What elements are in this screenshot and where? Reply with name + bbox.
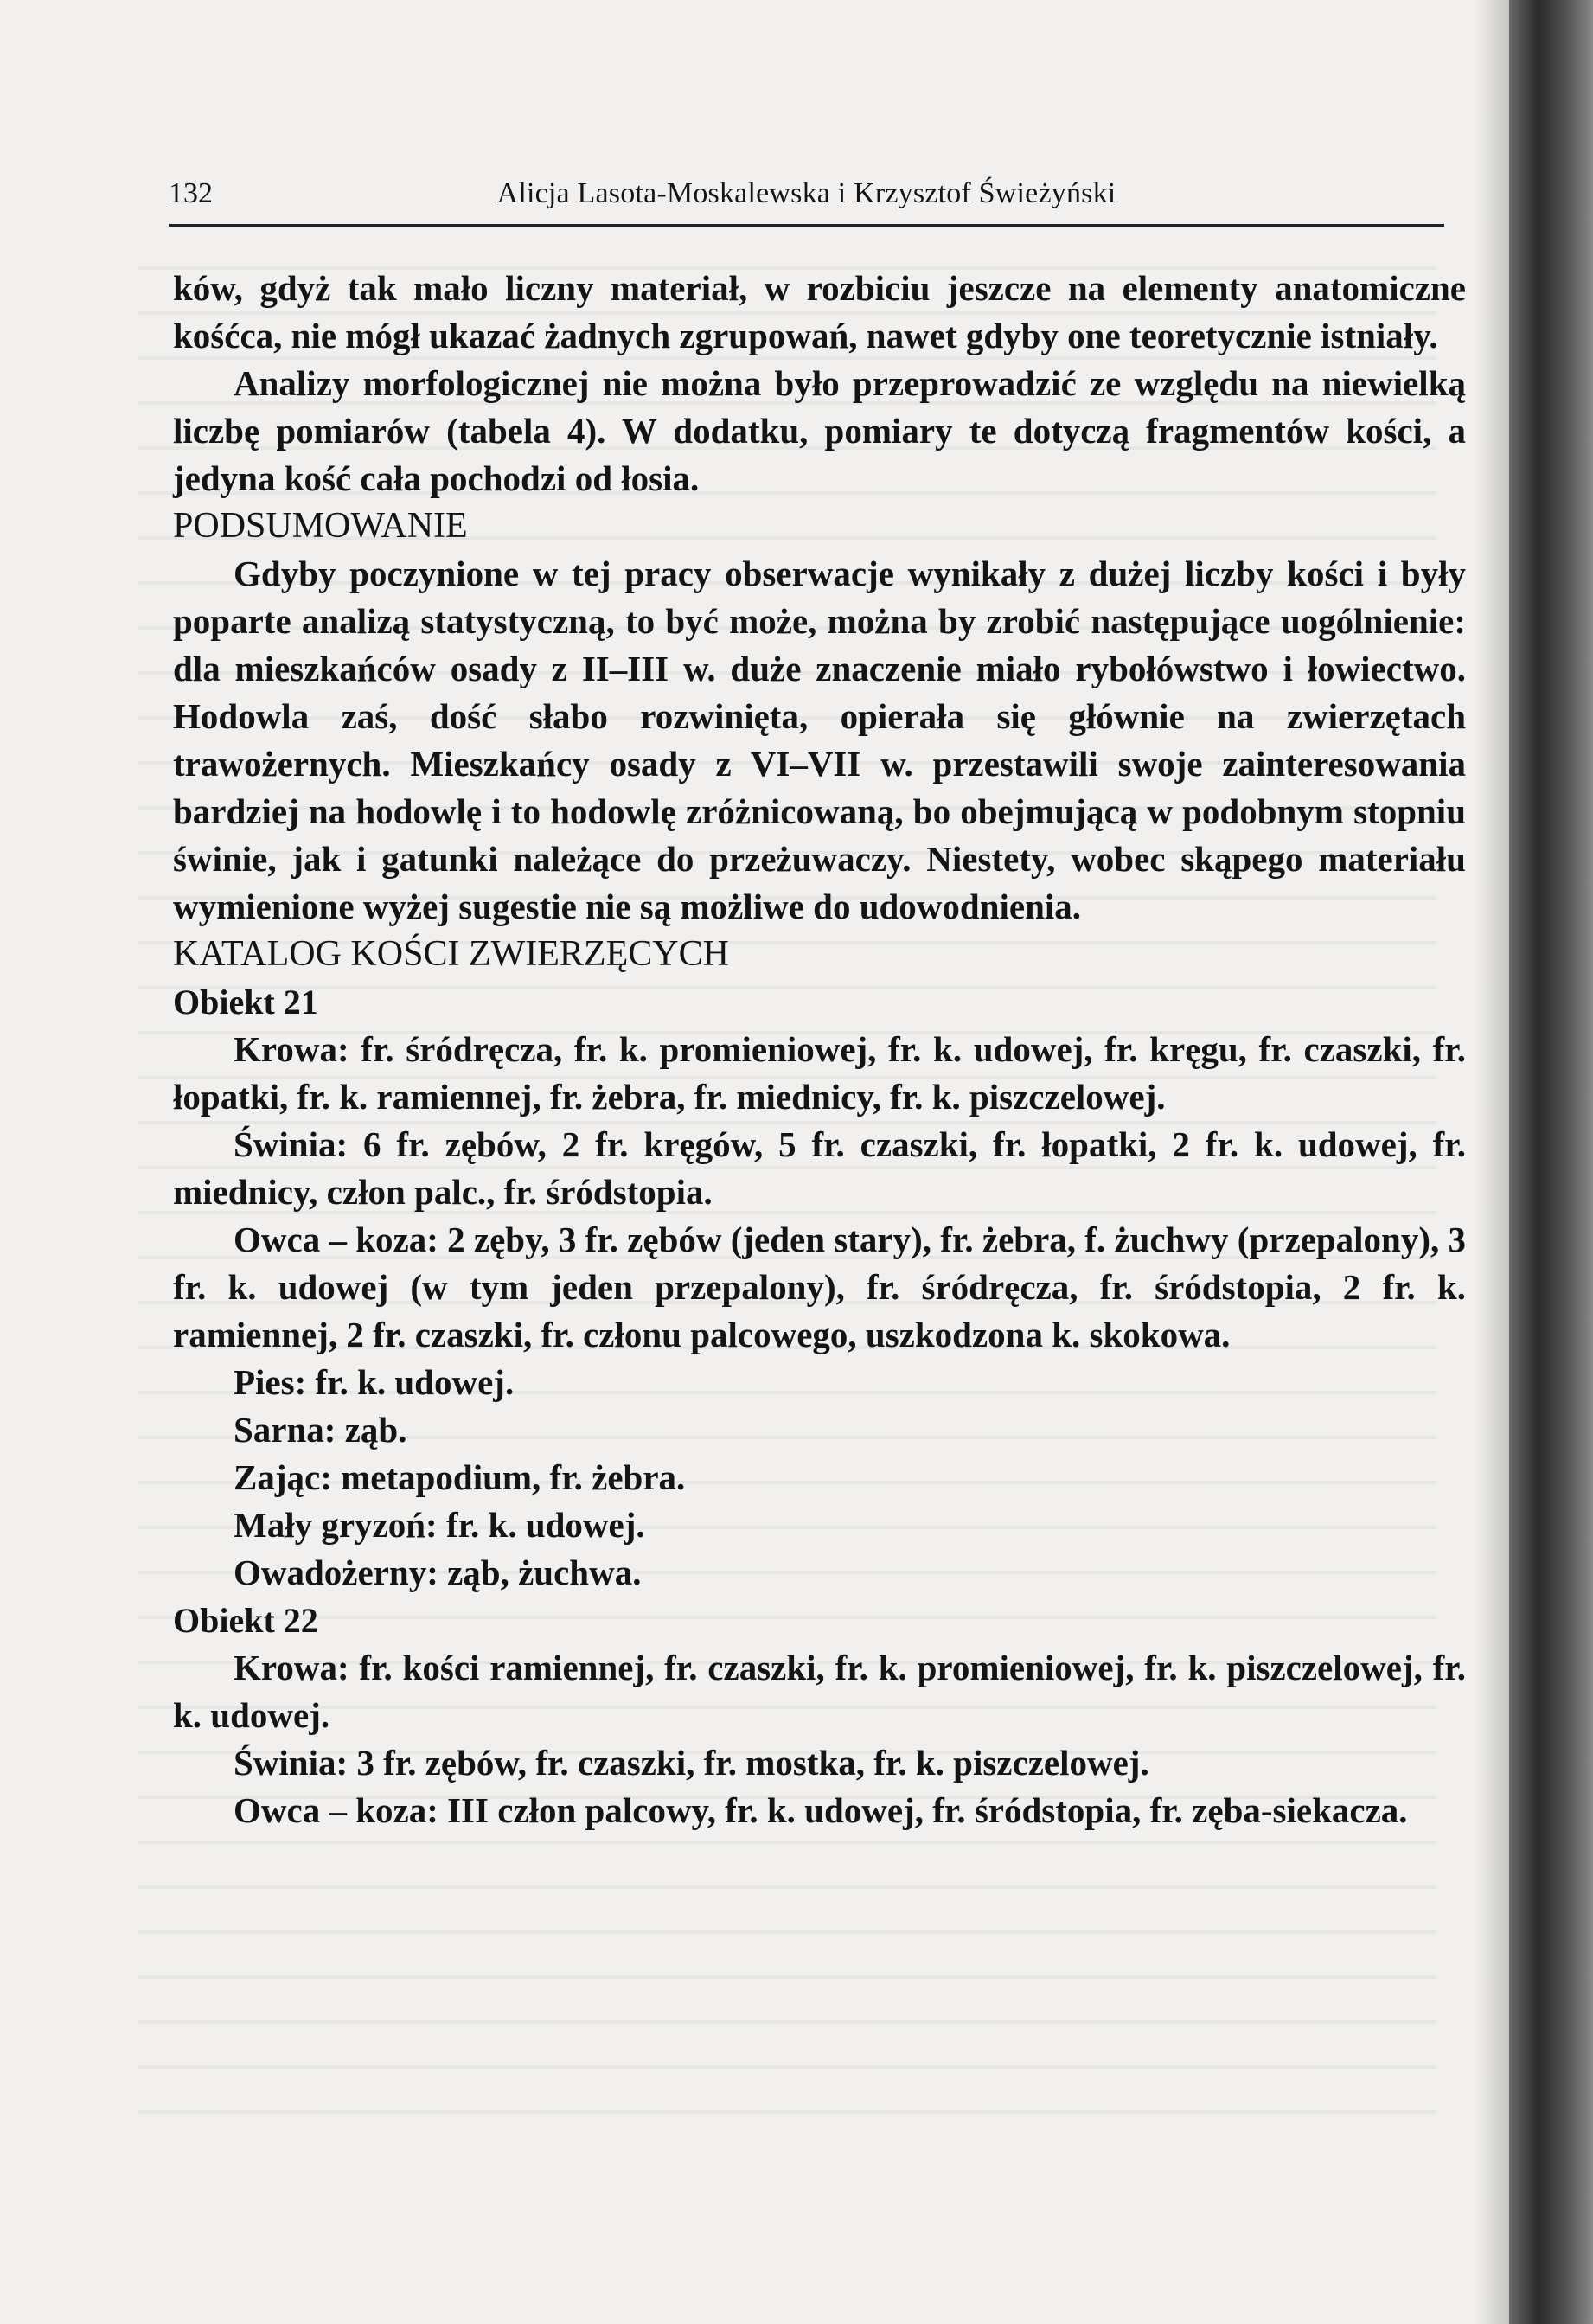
object-heading: Obiekt 21	[173, 983, 318, 1021]
paragraph-continued: ków, gdyż tak mało liczny materiał, w rozbiciu jeszcze na elementy anatomiczne kośćca, nie mógł ukazać żadnych zgrupowań, nawet gdyby one teoretycznie istniały.	[173, 268, 1466, 355]
book-spine-shadow	[1509, 0, 1593, 2324]
catalog-entry-pig: Świnia: 3 fr. zębów, fr. czaszki, fr. mostka, fr. k. piszczelowej.	[234, 1743, 1149, 1783]
paragraph-summary: Gdyby poczynione w tej pracy obserwacje wynikały z dużej liczby kości i były poparte analizą statystyczną, to być może, można by zrobić następujące uogólnienie: dla mieszkańców osady z II–III w. duże znaczenie miało rybołówstwo i łowiectwo. Hodowla zaś, dość słabo rozwinięta, opierała się głównie na zwierzętach trawożernych. Mieszkańcy osady z VI–VII w. przestawili swoje zainteresowania bardziej na hodowlę i to hodowlę zróżnicowaną, bo obejmującą w podobnym stopniu świnie, jak i gatunki należące do przeżuwaczy. Niestety, wobec skąpego materiału wymienione wyżej sugestie nie są możliwe do udowodnienia.	[173, 554, 1466, 926]
catalog-entry-sheep-goat: Owca – koza: 2 zęby, 3 fr. zębów (jeden stary), fr. żebra, f. żuchwy (przepalony), 3 fr. k. udowej (w tym jeden przepalony), fr. śródręcza, fr. śródstopia, 2 fr. k. ramiennej, 2 fr. czaszki, fr. członu palcowego, uszkodzona k. skokowa.	[173, 1220, 1466, 1354]
catalog-object-21	[173, 978, 1466, 1597]
catalog-entry-insectivore: Owadożerny: ząb, żuchwa.	[234, 1553, 642, 1592]
section-title-catalog: KATALOG KOŚCI ZWIERZĘCYCH	[173, 934, 729, 974]
catalog-entry-small-rodent: Mały gryzoń: fr. k. udowej.	[234, 1505, 645, 1545]
catalog-entry-pig: Świnia: 6 fr. zębów, 2 fr. kręgów, 5 fr. czaszki, fr. łopatki, 2 fr. k. udowej, fr. miednicy, człon palc., fr. śródstopia.	[173, 1124, 1466, 1212]
running-header	[169, 177, 1444, 227]
catalog-entry-cow: Krowa: fr. kości ramiennej, fr. czaszki, fr. k. promieniowej, fr. k. piszczelowej, fr. k. udowej.	[173, 1648, 1466, 1735]
catalog-entry-roe-deer: Sarna: ząb.	[234, 1410, 407, 1450]
catalog-entry-sheep-goat: Owca – koza: III człon palcowy, fr. k. udowej, fr. śródstopia, fr. zęba-siekacza.	[234, 1790, 1408, 1830]
page-body	[173, 265, 1466, 1834]
section-title-summary: PODSUMOWANIE	[173, 506, 468, 546]
object-heading: Obiekt 22	[173, 1601, 318, 1640]
catalog-entry-hare: Zając: metapodium, fr. żebra.	[234, 1457, 686, 1497]
page-number: 132	[169, 177, 213, 209]
running-title: Alicja Lasota-Moskalewska i Krzysztof Świeżyński	[496, 177, 1116, 209]
catalog-object-22	[173, 1597, 1466, 1834]
catalog-entry-dog: Pies: fr. k. udowej.	[234, 1362, 515, 1402]
paragraph-morphology: Analizy morfologicznej nie można było przeprowadzić ze względu na niewielką liczbę pomiarów (tabela 4). W dodatku, pomiary te dotyczą fragmentów kości, a jedyna kość cała pochodzi od łosia.	[173, 363, 1466, 498]
catalog-entry-cow: Krowa: fr. śródręcza, fr. k. promieniowej, fr. k. udowej, fr. kręgu, fr. czaszki, fr. łopatki, fr. k. ramiennej, fr. żebra, fr. miednicy, fr. k. piszczelowej.	[173, 1029, 1466, 1117]
